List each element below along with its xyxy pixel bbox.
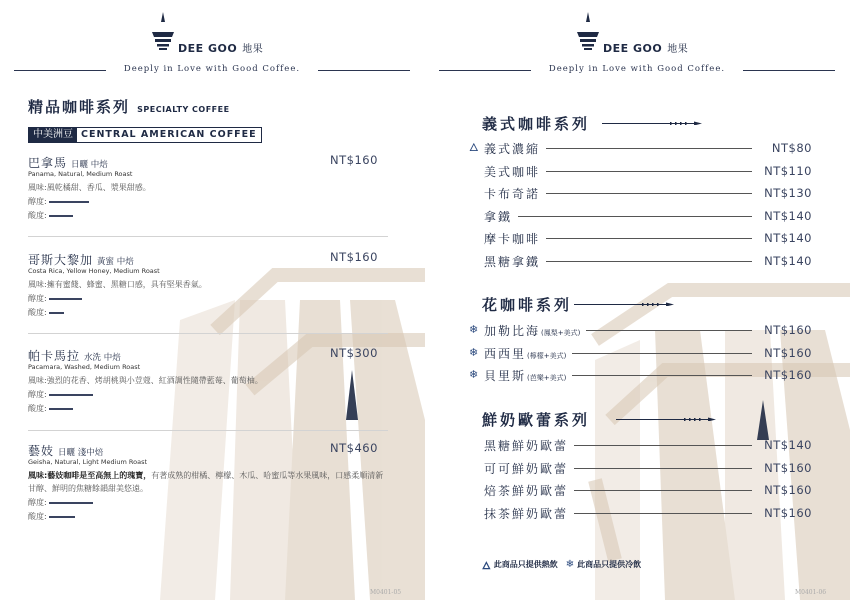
brand-name [603,40,688,55]
bean-flavor [28,469,388,495]
menu-item-name [484,482,568,499]
page-code: M0401-05 [370,589,402,596]
leader-line [572,353,752,354]
bean-name-line [28,440,388,456]
acidity-level-bar [49,516,75,518]
category-header [482,409,590,429]
brand-name [178,40,263,55]
snowflake-icon: ❄ [565,559,575,570]
menu-item [469,140,812,156]
bean-flavor-text: 有著成熟的柑橘、檸檬、木瓜、哈蜜瓜等水果風味，口感柔順清新甘醇、鮮明的焦糖餘韻甜美悠遠。 [28,471,384,493]
body-label: 醇度: [28,390,47,399]
leader-line [574,490,752,491]
decorative-arrow [616,417,716,421]
snowflake-icon: ❄ [469,368,479,381]
bean-flavor-text: 風味:擁有蜜餞、蜂蜜、黑糖口感，具有堅果香氣。 [28,280,207,289]
bean-english-name: Panama, Natural, Medium Roast [28,170,133,178]
acidity-level-bar [49,312,64,314]
menu-item [482,208,812,224]
tagline-row [14,64,410,78]
category-title: 花咖啡系列 [482,296,573,314]
menu-item-name [484,253,540,270]
bean-name-line [28,152,388,168]
divider [439,70,531,71]
leader-line [574,468,752,469]
flame-icon: 🜂 [482,561,491,572]
menu-item-label: 黑糖鮮奶歐蕾 [484,439,569,453]
acidity-meter [28,209,388,222]
menu-item [469,345,812,361]
menu-item-label: 拿鐵 [484,210,513,224]
bean-flavor [28,374,388,387]
divider [28,430,388,431]
bean-item [28,440,388,523]
menu-item-label: 焙茶鮮奶歐蕾 [484,484,569,498]
acidity-label: 酸度: [28,211,47,220]
tagline-row [439,64,835,78]
acidity-level-bar [49,215,73,217]
bean-item [28,249,388,319]
lantern-logo-icon [148,10,178,54]
menu-page-right [425,0,850,600]
acidity-level-bar [49,408,73,410]
menu-item-price: NT$110 [764,164,812,178]
lantern-logo-icon [573,10,603,54]
region-tag-en: CENTRAL AMERICAN COFFEE [81,129,257,140]
bean-process: 日曬 中焙 [71,160,108,170]
decorative-arrow [602,121,702,125]
menu-item-label: 可可鮮奶歐蕾 [484,462,569,476]
menu-item-price: NT$160 [764,483,812,497]
category-title: 義式咖啡系列 [482,115,591,133]
bean-name: 哥斯大黎加 [28,253,94,267]
bean-english-name: Costa Rica, Yellow Honey, Medium Roast [28,267,160,275]
leader-line [572,375,752,376]
menu-item-label: 黑糖拿鐵 [484,255,541,269]
menu-item [469,322,812,338]
bean-process: 水洗 中焙 [84,353,121,363]
menu-item-price: NT$160 [764,368,812,382]
leader-line [546,193,752,194]
menu-item [482,437,812,453]
menu-item [482,230,812,246]
menu-item-price: NT$140 [764,438,812,452]
bean-flavor [28,181,388,194]
leader-line [574,513,752,514]
body-meter [28,292,388,305]
body-label: 醇度: [28,498,47,507]
menu-item-label: 美式咖啡 [484,165,541,179]
menu-item [469,367,812,383]
menu-item-note: (芭樂+美式) [527,374,567,382]
leader-line [546,261,752,262]
brand-name-cn: 地果 [242,44,264,55]
menu-item [482,482,812,498]
menu-item-note: (檸檬+美式) [527,352,567,360]
bean-item [28,152,388,222]
decorative-arrow [574,302,674,306]
menu-item-price: NT$140 [764,231,812,245]
tagline: Deeply in Love with Good Coffee. [123,64,301,74]
leader-line [546,171,752,172]
menu-item-name [484,345,566,362]
leader-line [586,330,752,331]
acidity-label: 酸度: [28,512,47,521]
snowflake-icon: ❄ [469,346,479,359]
brand-name-cn: 地果 [667,44,689,55]
bean-flavor [28,278,388,291]
bean-english-name: Geisha, Natural, Light Medium Roast [28,458,148,466]
section-title-en: SPECIALTY COFFEE [137,105,230,114]
legend-hot-label: 此商品只提供熱飲 [493,560,558,569]
divider [318,70,410,71]
menu-item-label: 卡布奇諾 [484,187,541,201]
bean-name: 巴拿馬 [28,156,68,170]
menu-item-name [484,367,566,384]
body-level-bar [49,502,93,504]
acidity-meter [28,510,388,523]
body-meter [28,496,388,509]
body-label: 醇度: [28,294,47,303]
acidity-meter [28,306,388,319]
category-title: 鮮奶歐蕾系列 [482,411,591,429]
body-level-bar [49,298,82,300]
menu-item-price: NT$140 [764,254,812,268]
body-level-bar [49,201,89,203]
bean-flavor-text: 風味:強烈的花香、烤胡桃與小荳蔻、紅酒調性隨帶藍莓、葡萄柚。 [28,376,263,385]
flame-icon: 🜂 [469,141,479,154]
bean-flavor-text: 風味:風乾橘甜、香瓜、漿果甜感。 [28,183,151,192]
snowflake-icon: ❄ [469,323,479,336]
section-title [28,96,230,117]
menu-item-label: 抹茶鮮奶歐蕾 [484,507,569,521]
bean-name: 藝妓 [28,444,55,458]
bean-item [28,345,388,415]
category-header [482,113,590,133]
brand-name-en: DEE GOO [603,42,663,55]
tagline: Deeply in Love with Good Coffee. [548,64,726,74]
acidity-label: 酸度: [28,404,47,413]
region-tag [28,127,262,143]
menu-item-name [484,185,540,202]
acidity-label: 酸度: [28,308,47,317]
body-label: 醇度: [28,197,47,206]
legend-hot [482,554,558,575]
legend [482,554,649,575]
menu-item [482,253,812,269]
body-level-bar [49,394,93,396]
menu-item-price: NT$80 [771,141,812,155]
body-meter [28,195,388,208]
divider [743,70,835,71]
bean-process: 黃蜜 中焙 [97,257,134,267]
bean-price: NT$160 [330,250,378,264]
menu-item-price: NT$160 [764,506,812,520]
leader-line [546,238,752,239]
menu-item-name [484,163,540,180]
menu-item-price: NT$160 [764,461,812,475]
bean-name: 帕卡馬拉 [28,349,81,363]
region-tag-cn: 中美洲豆 [29,128,77,142]
menu-item [482,460,812,476]
body-meter [28,388,388,401]
legend-cold-label: 此商品只提供冷飲 [577,560,642,569]
menu-item [482,163,812,179]
bean-process: 日曬 淺中焙 [58,448,104,458]
menu-item-label: 加勒比海 [484,324,541,338]
divider [28,333,388,334]
divider [14,70,106,71]
bean-english-name: Pacamara, Washed, Medium Roast [28,363,141,371]
menu-item-name [484,208,512,225]
section-title-cn: 精品咖啡系列 [28,98,131,116]
bean-flavor-highlight: 風味:藝妓咖啡是至高無上的瑰寶， [28,471,152,480]
menu-item-label: 貝里斯 [484,369,527,383]
menu-item-name [484,437,568,454]
menu-item [482,185,812,201]
leader-line [546,148,752,149]
divider [28,236,388,237]
brand-name-en: DEE GOO [178,42,238,55]
leader-line [518,216,752,217]
bean-name-line [28,249,388,265]
bean-name-line [28,345,388,361]
menu-item-name [484,322,580,339]
menu-item-name [484,505,568,522]
menu-item-price: NT$160 [764,323,812,337]
acidity-meter [28,402,388,415]
menu-item-label: 西西里 [484,347,527,361]
menu-item [482,505,812,521]
menu-item-price: NT$140 [764,209,812,223]
menu-item-price: NT$130 [764,186,812,200]
page-code: M0401-06 [795,589,827,596]
menu-item-label: 摩卡咖啡 [484,232,541,246]
menu-item-name [484,140,540,157]
menu-item-name [484,230,540,247]
category-header [482,294,572,314]
leader-line [574,445,752,446]
menu-item-price: NT$160 [764,346,812,360]
menu-item-note: (鳳梨+美式) [541,329,581,337]
menu-item-label: 義式濃縮 [484,142,541,156]
legend-cold [566,559,641,570]
menu-item-name [484,460,568,477]
bean-price: NT$160 [330,153,378,167]
bean-price: NT$460 [330,441,378,455]
bean-price: NT$300 [330,346,378,360]
